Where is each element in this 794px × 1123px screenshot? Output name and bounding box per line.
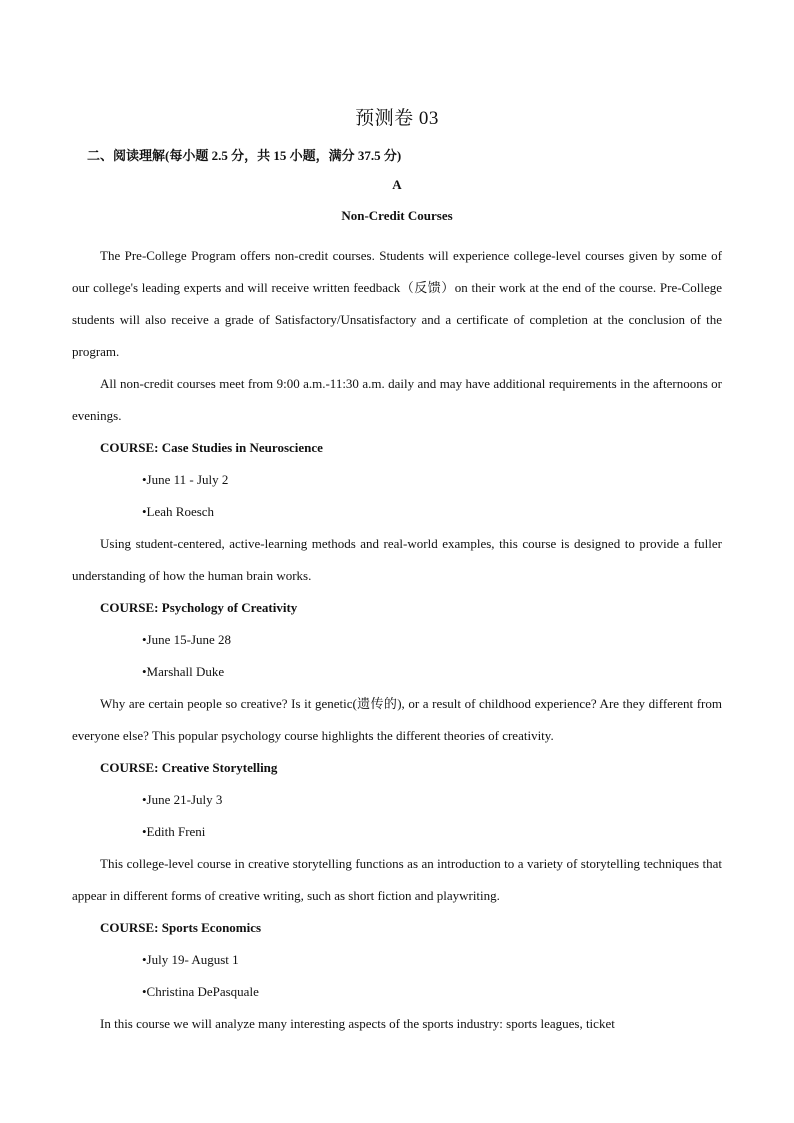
course-description: This college-level course in creative storytelling functions as an introduction to a variety of storytelling techniques that appear in different forms of creative writing, such as short fiction and playwriting. [72,856,722,903]
course-heading: COURSE: Creative Storytelling [100,760,278,775]
course-heading: COURSE: Sports Economics [100,920,262,935]
passage-body [72,240,722,1040]
course-instructor: •Marshall Duke [142,664,225,679]
course-heading: COURSE: Psychology of Creativity [100,600,298,615]
intro-paragraph: The Pre-College Program offers non-credit courses. Students will experience college-level courses given by some of our college's leading experts and will receive written feedback（反馈）on their work at the end of the course. Pre-College students will also receive a grade of Satisfactory/Unsatisfactory and a certificate of completion at the conclusion of the program. [72,248,722,359]
schedule-paragraph: All non-credit courses meet from 9:00 a.m.-11:30 a.m. daily and may have additional requirements in the afternoons or evenings. [72,376,722,423]
course-dates: •July 19- August 1 [142,952,239,967]
page-title: 预测卷 03 [355,108,439,129]
passage-title: Non-Credit Courses [341,208,453,223]
course-dates: •June 21-July 3 [142,792,223,807]
course-instructor: •Edith Freni [142,824,206,839]
course-instructor: •Christina DePasquale [142,984,259,999]
part-label: A [392,177,402,192]
course-description: Why are certain people so creative? Is it genetic(遗传的), or a result of childhood experience? Are they different from everyone else? This popular psychology course highlights the different theories of creativity. [72,696,722,743]
course-heading: COURSE: Case Studies in Neuroscience [100,440,323,455]
course-description: Using student-centered, active-learning methods and real-world examples, this course is designed to provide a fuller understanding of how the human brain works. [72,536,722,583]
course-description: In this course we will analyze many interesting aspects of the sports industry: sports leagues, ticket [100,1016,615,1031]
course-instructor: •Leah Roesch [142,504,215,519]
course-dates: •June 15-June 28 [142,632,232,647]
section-heading: 二、阅读理解(每小题 2.5 分，共 15 小题，满分 37.5 分) [87,148,402,163]
course-dates: •June 11 - July 2 [142,472,229,487]
